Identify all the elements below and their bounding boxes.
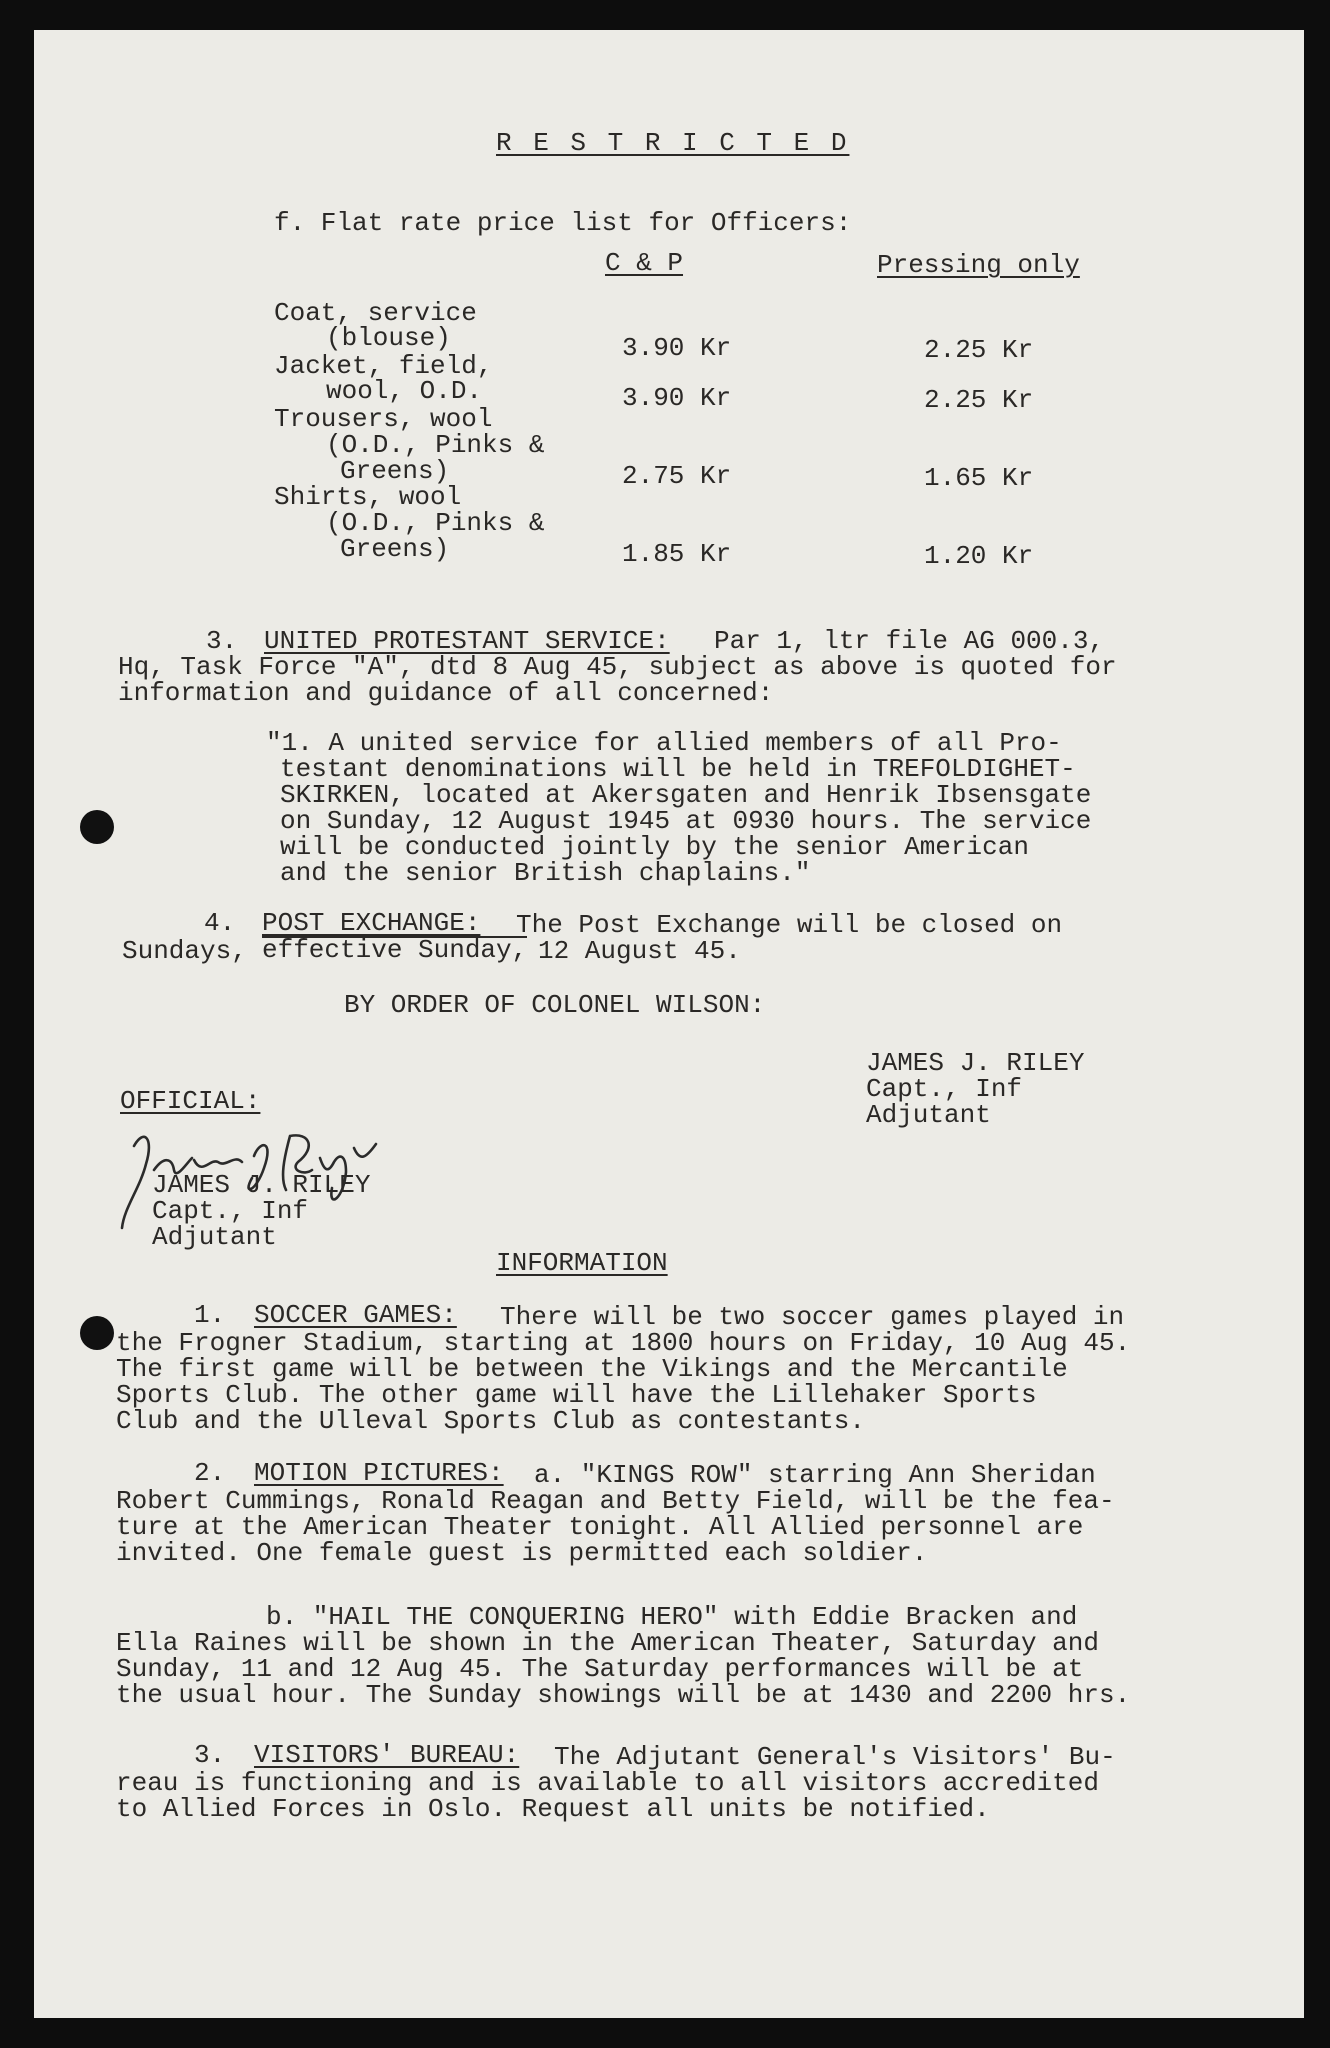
- para3-number: 3.: [206, 626, 238, 656]
- info2-line: ture at the American Theater tonight. All Allied personnel are: [116, 1512, 1084, 1542]
- price-row-cp: 2.75 Kr: [622, 461, 732, 491]
- quote-line: "1. A united service for allied members of all Pro-: [266, 728, 1062, 758]
- price-row-item-sub: (O.D., Pinks &: [326, 508, 545, 538]
- para3-line2: Hq, Task Force "A", dtd 8 Aug 45, subject as above is quoted for: [118, 652, 1117, 682]
- info3-title: VISITORS' BUREAU:: [254, 1740, 520, 1770]
- price-row-item: Trousers, wool: [274, 404, 493, 434]
- info1-line: the Frogner Stadium, starting at 1800 hours on Friday, 10 Aug 45.: [116, 1328, 1131, 1358]
- info1-line: Sports Club. The other game will have the Lillehaker Sports: [116, 1380, 1037, 1410]
- quote-line: on Sunday, 12 August 1945 at 0930 hours. The service: [280, 806, 1092, 836]
- official-label: OFFICIAL:: [120, 1086, 261, 1116]
- price-row-cp: 3.90 Kr: [622, 383, 732, 413]
- quote-line: and the senior British chaplains.": [280, 858, 811, 888]
- info3-line: The Adjutant General's Visitors' Bu-: [554, 1742, 1116, 1772]
- quote-line: testant denominations will be held in TREFOLDIGHET-: [280, 754, 1076, 784]
- official-rank: Capt., Inf: [152, 1196, 309, 1226]
- price-row-item-sub: wool, O.D.: [326, 376, 483, 406]
- info3-number: 3.: [194, 1740, 226, 1770]
- info2-title: MOTION PICTURES:: [254, 1458, 504, 1488]
- column-header-pressing: Pressing only: [877, 250, 1080, 280]
- signature-rank: Capt., Inf: [866, 1074, 1023, 1104]
- para4-line2c: 12 August 45.: [538, 936, 741, 966]
- price-row-pressing: 1.20 Kr: [924, 541, 1034, 571]
- price-row-pressing: 1.65 Kr: [924, 463, 1034, 493]
- price-row-item: Coat, service: [274, 298, 477, 328]
- signature-title: Adjutant: [866, 1100, 991, 1130]
- punch-hole: [80, 1316, 114, 1350]
- price-row-item-sub: (blouse): [326, 323, 451, 353]
- info2b-line: Sunday, 11 and 12 Aug 45. The Saturday performances will be at: [116, 1654, 1084, 1684]
- document-page: [34, 30, 1304, 2018]
- by-order: BY ORDER OF COLONEL WILSON:: [344, 990, 766, 1020]
- price-row-cp: 3.90 Kr: [622, 333, 732, 363]
- para3-line1: Par 1, ltr file AG 000.3,: [714, 626, 1105, 656]
- price-row-item: Jacket, field,: [274, 351, 493, 381]
- info1-number: 1.: [194, 1300, 226, 1330]
- para3-line3: information and guidance of all concerned:: [118, 678, 774, 708]
- price-row-cp: 1.85 Kr: [622, 539, 732, 569]
- price-row-pressing: 2.25 Kr: [924, 335, 1034, 365]
- price-row-item: Shirts, wool: [274, 482, 462, 512]
- punch-hole: [80, 810, 114, 844]
- para4-title: POST EXCHANGE:: [262, 908, 481, 938]
- official-title: Adjutant: [152, 1222, 277, 1252]
- price-row-item-sub: Greens): [340, 456, 450, 486]
- info1-line: Club and the Ulleval Sports Club as contestants.: [116, 1406, 865, 1436]
- info2-line: invited. One female guest is permitted each soldier.: [116, 1538, 928, 1568]
- price-list-heading: f. Flat rate price list for Officers:: [274, 208, 852, 238]
- official-name: JAMES J. RILEY: [152, 1170, 371, 1200]
- classification-header: R E S T R I C T E D: [496, 128, 850, 158]
- para4-line1: The Post Exchange will be closed on: [516, 910, 1063, 940]
- para3-title: UNITED PROTESTANT SERVICE:: [264, 626, 670, 656]
- price-row-item-sub: Greens): [340, 534, 450, 564]
- para4-line2b: effective Sunday,: [262, 935, 528, 965]
- info1-title: SOCCER GAMES:: [254, 1300, 457, 1330]
- price-row-item-sub: (O.D., Pinks &: [326, 430, 545, 460]
- info2b-line: the usual hour. The Sunday showings will be at 1430 and 2200 hrs.: [116, 1680, 1131, 1710]
- info3-line: to Allied Forces in Oslo. Request all units be notified.: [116, 1794, 990, 1824]
- info2b-line: b. "HAIL THE CONQUERING HERO" with Eddie Bracken and: [266, 1602, 1078, 1632]
- info1-line: There will be two soccer games played in: [500, 1302, 1125, 1332]
- price-row-pressing: 2.25 Kr: [924, 385, 1034, 415]
- info1-line: The first game will be between the Vikings and the Mercantile: [116, 1354, 1068, 1384]
- info3-line: reau is functioning and is available to all visitors accredited: [116, 1768, 1099, 1798]
- info2-line: a. "KINGS ROW" starring Ann Sheridan: [534, 1460, 1096, 1490]
- information-heading: INFORMATION: [496, 1248, 668, 1278]
- quote-line: SKIRKEN, located at Akersgaten and Henrik Ibsensgate: [280, 780, 1092, 810]
- info2-line: Robert Cummings, Ronald Reagan and Betty Field, will be the fea-: [116, 1486, 1115, 1516]
- info2-number: 2.: [194, 1458, 226, 1488]
- para4-line2a: Sundays,: [122, 936, 247, 966]
- signature-name: JAMES J. RILEY: [866, 1048, 1085, 1078]
- column-header-cp: C & P: [605, 248, 684, 278]
- quote-line: will be conducted jointly by the senior American: [280, 832, 1029, 862]
- info2b-line: Ella Raines will be shown in the American Theater, Saturday and: [116, 1628, 1099, 1658]
- para4-number: 4.: [204, 908, 236, 938]
